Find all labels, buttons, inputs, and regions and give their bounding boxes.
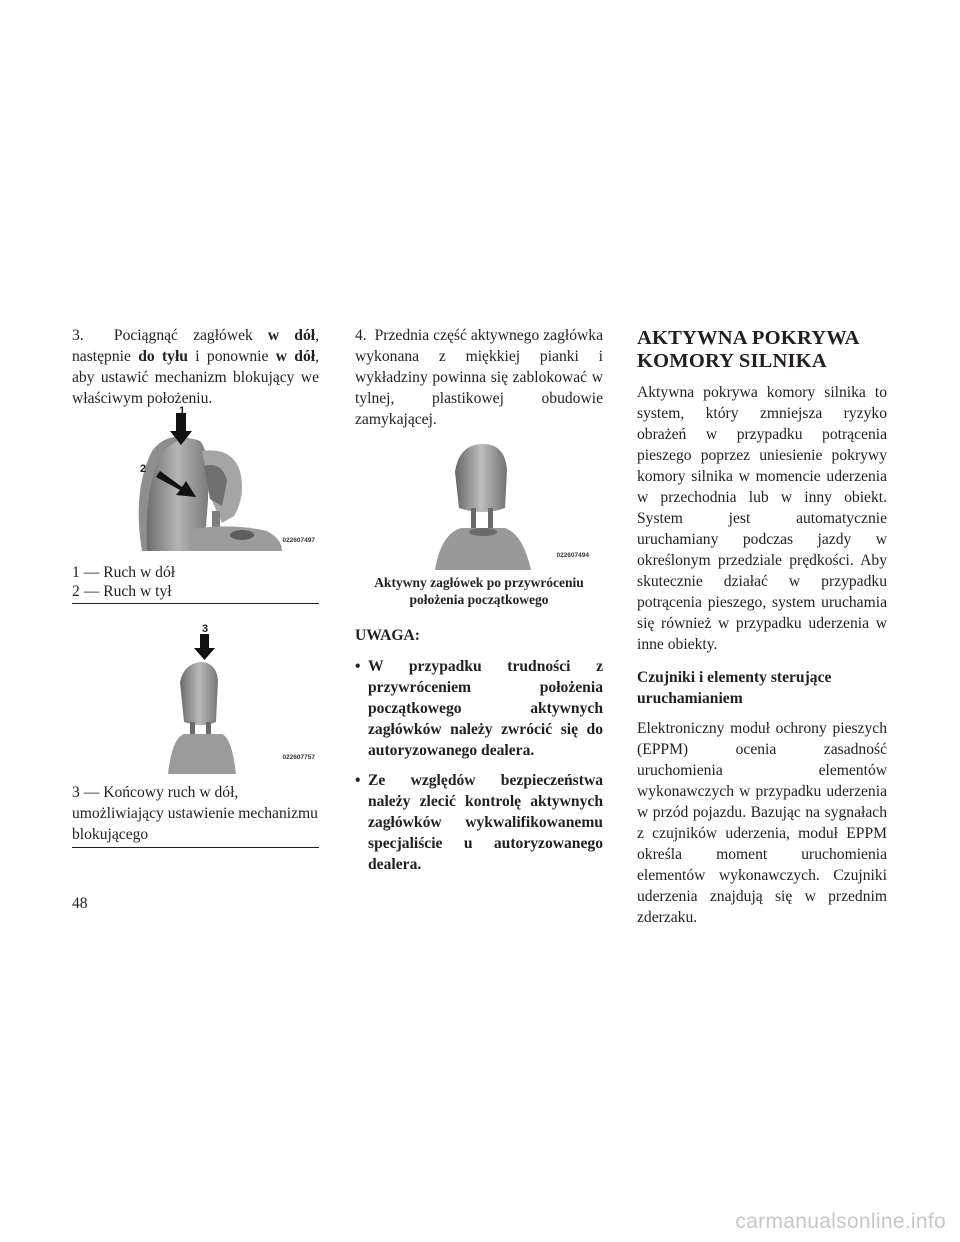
bullet-icon: • [355,658,361,675]
figure-code: 022607757 [282,754,315,761]
figure-code: 022607497 [282,537,315,544]
legend-item: 1 — Ruch w dół [72,564,176,581]
note-heading: UWAGA: [355,627,420,644]
legend-item: 2 — Ruch w tył [72,583,172,600]
figure-code: 022607494 [556,552,589,559]
section-heading: AKTYWNA POKRYWA KOMORY SILNIKA [637,327,860,372]
figure-headrest-final [72,623,319,774]
right-column [637,325,887,928]
left-column [72,325,319,848]
figure-headrest-reset [355,442,603,570]
figure-caption: Aktywny zagłówek po przywróceniu położenia początkowego [374,575,584,607]
bullet-icon: • [355,772,361,789]
legend-item: 3 — Końcowy ruch w dół, umożliwiający ustawienie mechanizmu blokującego [72,784,318,843]
callout-1: 1 [179,405,186,417]
figure-headrest-movement [72,405,319,557]
subsection-heading: Czujniki i elementy sterujące uruchamianiem [637,669,832,707]
callout-3: 3 [202,623,209,635]
note-list [355,656,603,875]
subsection-paragraph: Elektroniczny moduł ochrony pieszych (EPPM) ocenia zasadność uruchomienia elementów wykonawczych w przypadku uderzenia w przód pojazdu. Bazując na sygnałach z czujników uderzenia, moduł EPPM określa moment uruchomienia elementów wykonawczych. Czujniki uderzenia znajdują się w przednim zderzaku. [637,720,887,926]
middle-column [355,325,603,884]
watermark: carmanualsonline.info [735,1210,946,1233]
figure-legend-2 [72,782,319,848]
list-item: • Ze względów bezpieczeństwa należy zlecić kontrolę aktywnych zagłówków wykwalifikowanemu specjaliście u autoryzowanego dealera. [355,772,603,873]
figure-legend-1 [72,563,319,604]
step-4-text: 4. Przednia część aktywnego zagłówka wykonana z miękkiej pianki i wykładziny powinna się zablokować w tylnej, plastikowej obudowie zamykającej. [355,327,603,428]
callout-2: 2 [140,463,147,475]
list-item: • W przypadku trudności z przywróceniem położenia początkowego aktywnych zagłówków należy zwrócić się do autoryzowanego dealera. [355,658,603,759]
section-paragraph: Aktywna pokrywa komory silnika to system, który zmniejsza ryzyko obrażeń w przypadku potrącenia pieszego poprzez uniesienie pokrywy komory silnika w momencie uderzenia w przechodnia lub w inny obiekt. System jest automatycznie uruchamiany podczas jazdy w określonym przedziale prędkości. Aby skutecznie działać w przypadku potrącenia pieszego, system uruchamia się również w przypadku uderzenia w inne obiekty. [637,384,887,653]
step-3-text: 3. Pociągnąć zagłówek w dół, następnie do tyłu i ponownie w dół, aby ustawić mechanizm blokujący we właściwym położeniu. [72,327,320,407]
page-number: 48 [72,895,88,912]
